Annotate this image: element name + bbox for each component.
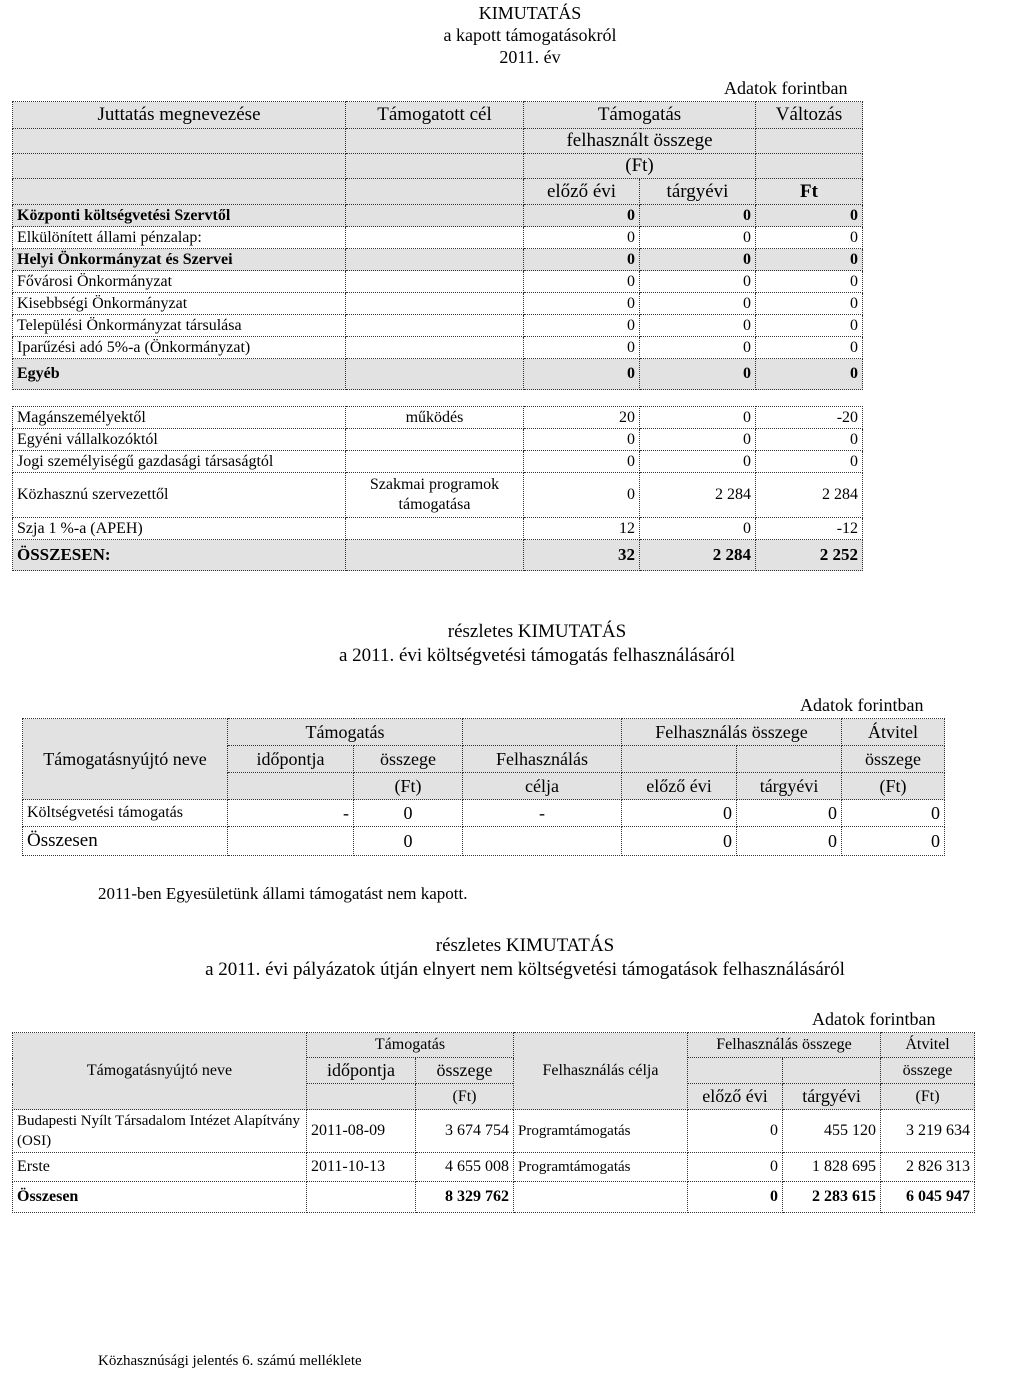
row-change: 0 <box>756 359 863 390</box>
d2-row-date: 2011-08-09 <box>307 1110 416 1153</box>
d2-total-curr: 2 283 615 <box>783 1182 881 1213</box>
d1-col-transfer-line2: összege <box>842 746 945 773</box>
d2-row-purpose: Programtámogatás <box>514 1153 688 1182</box>
d1-col-amount-line2: (Ft) <box>354 773 463 800</box>
row-change: 0 <box>756 451 863 473</box>
row-curr: 0 <box>640 451 756 473</box>
row-goal <box>346 293 524 315</box>
table-row <box>13 271 863 293</box>
table-row <box>13 451 863 473</box>
table-row <box>13 473 863 518</box>
row-curr: 0 <box>640 271 756 293</box>
table-row <box>13 429 863 451</box>
table-row <box>13 205 863 227</box>
row-curr: 0 <box>640 429 756 451</box>
detail2-title-line2: a 2011. évi pályázatok útján elnyert nem költségvetési támogatások felhasználásáról <box>205 959 845 980</box>
d1-col-date: időpontja <box>228 746 354 773</box>
col-header-used-line3: (Ft) <box>524 154 756 179</box>
col-header-used-line1: Támogatás <box>524 102 756 129</box>
table-row <box>13 1153 975 1182</box>
footer-note: Közhasznúsági jelentés 6. számú melléklete <box>98 1353 362 1369</box>
row-change: 0 <box>756 315 863 337</box>
table-row <box>13 227 863 249</box>
row-prev: 0 <box>524 205 640 227</box>
detail1-title-line2: a 2011. évi költségvetési támogatás felhasználásáról <box>338 645 736 666</box>
row-name: Kisebbségi Önkormányzat <box>13 293 346 315</box>
d1-row-curr: 0 <box>737 800 842 827</box>
d1-total-prev: 0 <box>622 827 737 856</box>
row-prev: 0 <box>524 293 640 315</box>
row-prev: 12 <box>524 518 640 540</box>
row-name: Egyéni vállalkozóktól <box>13 429 346 451</box>
budget-support-table <box>22 718 945 856</box>
row-goal <box>346 249 524 271</box>
d1-col-amount-line1: összege <box>354 746 463 773</box>
row-goal <box>346 227 524 249</box>
row-goal <box>346 540 524 571</box>
col-header-prev: előző évi <box>524 179 640 205</box>
d1-total-curr: 0 <box>737 827 842 856</box>
d2-col-provider: Támogatásnyújtó neve <box>13 1033 307 1110</box>
detail1-unit-label: Adatok forintban <box>800 695 924 715</box>
d2-col-curr: tárgyévi <box>783 1084 881 1110</box>
report-title-line2: a kapott támogatásokról <box>443 25 617 45</box>
row-change: 0 <box>756 227 863 249</box>
row-name: Magánszemélyektől <box>13 407 346 429</box>
d1-col-provider: Támogatásnyújtó neve <box>23 719 228 800</box>
d2-col-date: időpontja <box>307 1058 416 1084</box>
table-row <box>13 249 863 271</box>
row-curr: 0 <box>640 227 756 249</box>
d2-col-purpose: Felhasználás célja <box>514 1033 688 1110</box>
d1-row-transfer: 0 <box>842 800 945 827</box>
table-header-row <box>13 102 863 129</box>
row-goal <box>346 205 524 227</box>
col-header-used-line2: felhasznált összege <box>524 129 756 154</box>
row-name: Elkülönített állami pénzalap: <box>13 227 346 249</box>
d1-col-curr: tárgyévi <box>737 773 842 800</box>
support-summary-table <box>12 101 863 571</box>
d1-col-transfer-line3: (Ft) <box>842 773 945 800</box>
d1-total-transfer: 0 <box>842 827 945 856</box>
d1-row-date: - <box>228 800 354 827</box>
table-row <box>13 293 863 315</box>
row-change: 0 <box>756 293 863 315</box>
row-prev: 0 <box>524 451 640 473</box>
d2-total-label: Összesen <box>13 1182 307 1213</box>
table-row <box>13 1110 975 1153</box>
d2-col-transfer-line2: összege <box>881 1058 975 1084</box>
d1-col-support: Támogatás <box>228 719 463 746</box>
d2-col-prev: előző évi <box>688 1084 783 1110</box>
report-title-line3: 2011. év <box>499 47 561 67</box>
d2-row-prev: 0 <box>688 1110 783 1153</box>
col-header-change: Változás <box>756 102 863 129</box>
row-name: Szja 1 %-a (APEH) <box>13 518 346 540</box>
row-prev: 0 <box>524 337 640 359</box>
row-prev: 0 <box>524 359 640 390</box>
d2-col-amount-line1: összege <box>416 1058 514 1084</box>
col-header-ft: Ft <box>756 179 863 205</box>
d1-col-prev: előző évi <box>622 773 737 800</box>
row-prev: 0 <box>524 271 640 293</box>
d1-row-purpose: - <box>463 800 622 827</box>
row-curr: 2 284 <box>640 540 756 571</box>
d2-row-amount: 3 674 754 <box>416 1110 514 1153</box>
row-goal <box>346 337 524 359</box>
d1-row-provider: Költségvetési támogatás <box>23 800 228 827</box>
d2-row-amount: 4 655 008 <box>416 1153 514 1182</box>
row-curr: 0 <box>640 337 756 359</box>
table-row <box>13 337 863 359</box>
row-change: 0 <box>756 429 863 451</box>
table-row <box>13 315 863 337</box>
table-row <box>13 407 863 429</box>
row-curr: 0 <box>640 518 756 540</box>
d2-row-transfer: 2 826 313 <box>881 1153 975 1182</box>
row-goal <box>346 271 524 293</box>
row-name: Helyi Önkormányzat és Szervei <box>13 249 346 271</box>
grant-support-table <box>12 1032 975 1213</box>
row-curr: 0 <box>640 315 756 337</box>
row-goal <box>346 451 524 473</box>
detail2-title <box>45 934 1005 982</box>
row-name: ÖSSZESEN: <box>13 540 346 571</box>
row-prev: 0 <box>524 227 640 249</box>
row-name: Települési Önkormányzat társulása <box>13 315 346 337</box>
row-goal: működés <box>346 407 524 429</box>
row-change: 2 252 <box>756 540 863 571</box>
row-change: 0 <box>756 249 863 271</box>
table-row <box>13 518 863 540</box>
row-curr: 0 <box>640 407 756 429</box>
d2-total-transfer: 6 045 947 <box>881 1182 975 1213</box>
row-change: 0 <box>756 205 863 227</box>
total-row <box>13 1182 975 1213</box>
d1-col-usage: Felhasználás összege <box>622 719 842 746</box>
row-name: Fővárosi Önkormányzat <box>13 271 346 293</box>
d2-row-provider: Erste <box>13 1153 307 1182</box>
d2-row-prev: 0 <box>688 1153 783 1182</box>
row-name: Jogi személyiségű gazdasági társaságtól <box>13 451 346 473</box>
col-header-goal: Támogatott cél <box>346 102 524 129</box>
table-row <box>23 800 945 827</box>
row-change: 0 <box>756 337 863 359</box>
d2-row-date: 2011-10-13 <box>307 1153 416 1182</box>
row-prev: 0 <box>524 315 640 337</box>
row-change: -12 <box>756 518 863 540</box>
table-row <box>13 359 863 390</box>
row-change: -20 <box>756 407 863 429</box>
detail1-title-line1: részletes KIMUTATÁS <box>447 621 627 642</box>
d2-col-support: Támogatás <box>307 1033 514 1058</box>
report-title-line1: KIMUTATÁS <box>478 3 582 23</box>
row-goal <box>346 315 524 337</box>
d1-col-purpose-line1: Felhasználás <box>463 746 622 773</box>
d1-total-amount: 0 <box>354 827 463 856</box>
d2-row-transfer: 3 219 634 <box>881 1110 975 1153</box>
spacer-row <box>13 390 863 407</box>
row-goal <box>346 518 524 540</box>
detail1-title <box>57 620 1017 668</box>
col-header-name: Juttatás megnevezése <box>13 102 346 129</box>
row-prev: 0 <box>524 429 640 451</box>
row-goal: Szakmai programok támogatása <box>346 473 524 518</box>
row-curr: 2 284 <box>640 473 756 518</box>
detail1-note: 2011-ben Egyesületünk állami támogatást nem kapott. <box>98 884 468 903</box>
d1-col-transfer-line1: Átvitel <box>842 719 945 746</box>
d2-row-curr: 1 828 695 <box>783 1153 881 1182</box>
d2-col-usage: Felhasználás összege <box>688 1033 881 1058</box>
d2-total-prev: 0 <box>688 1182 783 1213</box>
row-change: 0 <box>756 271 863 293</box>
row-prev: 0 <box>524 473 640 518</box>
row-goal <box>346 429 524 451</box>
d1-col-purpose-line2: célja <box>463 773 622 800</box>
d2-row-purpose: Programtámogatás <box>514 1110 688 1153</box>
d2-col-transfer-line3: (Ft) <box>881 1084 975 1110</box>
detail2-unit-label: Adatok forintban <box>812 1009 936 1029</box>
row-change: 2 284 <box>756 473 863 518</box>
unit-label: Adatok forintban <box>724 78 848 98</box>
d2-col-amount-line2: (Ft) <box>416 1084 514 1110</box>
col-header-curr: tárgyévi <box>640 179 756 205</box>
row-curr: 0 <box>640 205 756 227</box>
d2-row-curr: 455 120 <box>783 1110 881 1153</box>
total-row <box>13 540 863 571</box>
row-curr: 0 <box>640 249 756 271</box>
d2-col-transfer-line1: Átvitel <box>881 1033 975 1058</box>
detail2-title-line1: részletes KIMUTATÁS <box>435 935 615 956</box>
d1-total-label: Összesen <box>23 827 228 856</box>
d1-row-prev: 0 <box>622 800 737 827</box>
row-name: Központi költségvetési Szervtől <box>13 205 346 227</box>
total-row <box>23 827 945 856</box>
row-curr: 0 <box>640 359 756 390</box>
d2-row-provider: Budapesti Nyílt Társadalom Intézet Alapítvány (OSI) <box>13 1110 307 1153</box>
d1-row-amount: 0 <box>354 800 463 827</box>
row-name: Közhasznú szervezettől <box>13 473 346 518</box>
row-name: Egyéb <box>13 359 346 390</box>
report-title <box>80 2 980 68</box>
row-prev: 0 <box>524 249 640 271</box>
row-prev: 32 <box>524 540 640 571</box>
row-goal <box>346 359 524 390</box>
d2-total-amount: 8 329 762 <box>416 1182 514 1213</box>
row-curr: 0 <box>640 293 756 315</box>
row-prev: 20 <box>524 407 640 429</box>
row-name: Iparűzési adó 5%-a (Önkormányzat) <box>13 337 346 359</box>
